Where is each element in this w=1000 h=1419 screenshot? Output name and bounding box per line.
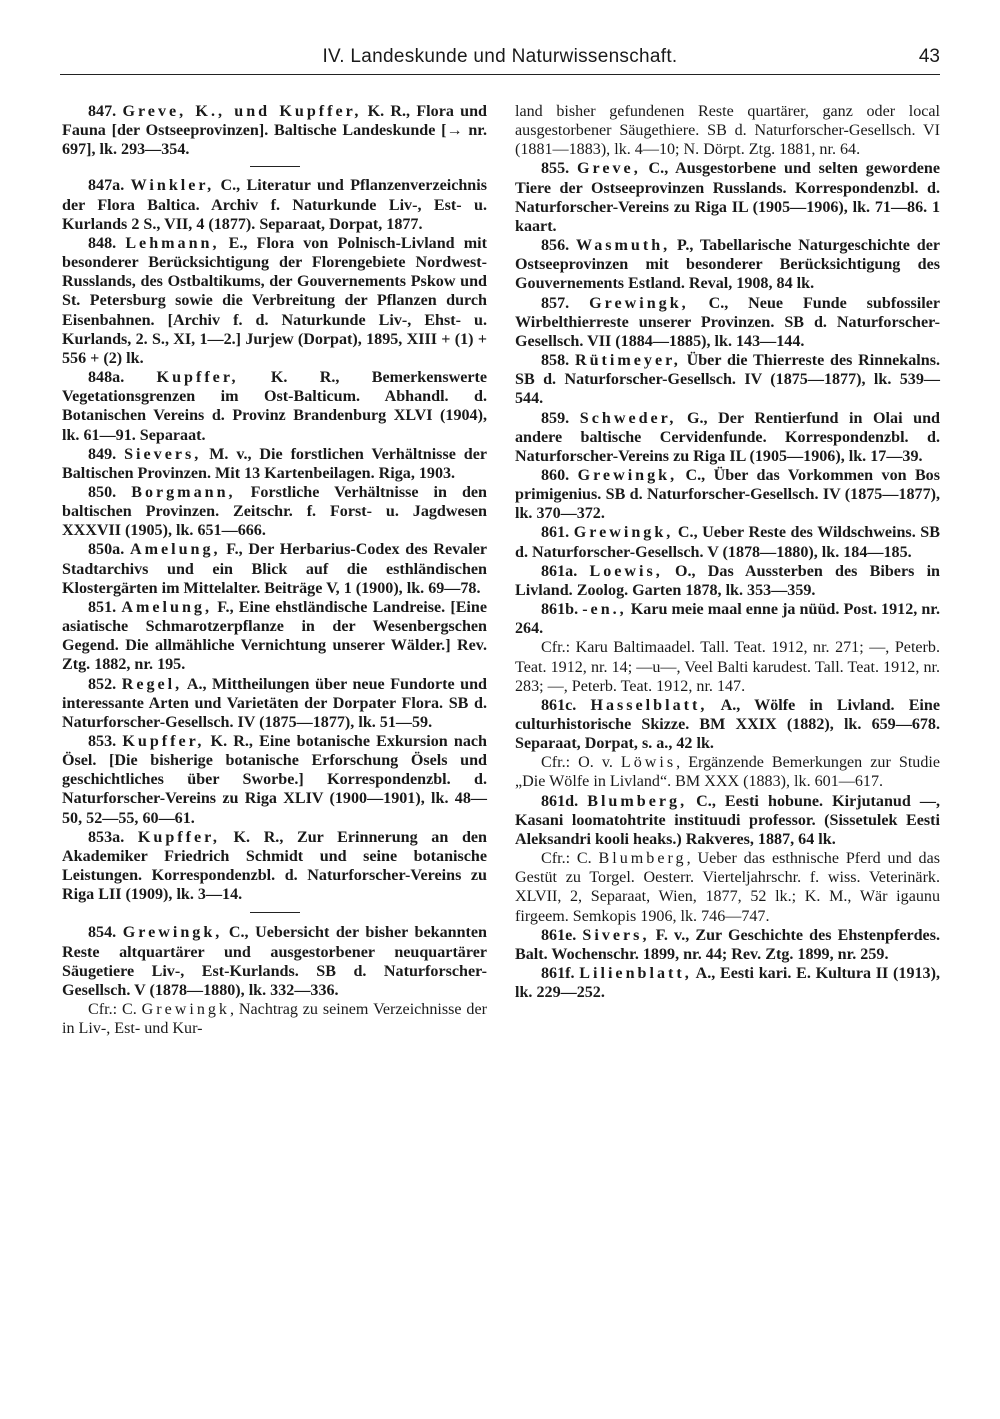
entry-author: Sivers, [582, 926, 650, 944]
entry-author: Greve, K., und Kupffer, [122, 103, 362, 120]
entry-text: C., Neue Funde subfossiler Wirbelthierreste unserer Provinzen. SB d. Naturforscher-Gesellsch. VII (1884—1885), lk. 143—144. [515, 294, 940, 350]
entry-author: Amelung, [121, 598, 212, 616]
entry-number: 856. [541, 237, 570, 255]
entry-number: 853a. [88, 828, 125, 846]
entry-text: K. R., Flora und Fauna [der Ostseeprovinzen]. Baltische Landeskunde [→ nr. 697], lk. 293—354. [62, 103, 487, 159]
entry-author: Lehmann, [125, 234, 220, 252]
note-text: , Ergänzende Bemerkungen zur Studie „Die Wölfe in Livland“. BM XXX (1883), lk. 601—617. [515, 754, 940, 791]
bib-entry [515, 792, 940, 849]
bib-entry [62, 598, 487, 675]
entry-author: Loewis, [589, 562, 663, 580]
header-rule [60, 74, 940, 75]
entry-text: C., Eesti hobune. Kirjutanud —, Kasani loomatohtrite instituudi professor. (Sissetulek Eesti Aleksandri kooli heaks.) Rakveres, 1887, 64 lk. [515, 792, 940, 848]
note-text: , Ueber das esthnische Pferd und das Gestüt zu Torgel. Oesterr. Vierteljahrschr. f. wiss. Veterinärk. XLVII, 2, Separaat, Wien, 1877, 52 lk.; K. M., Wär igaunu firgeem. Semkopis 1906, lk. 746—747. [515, 850, 940, 925]
entry-author: Winkler, [130, 177, 215, 195]
entry-text: K. R., Eine botanische Exkursion nach Ösel. [Die bisherige botanische Erforschung Ösels und geschichtliches über Sworbe.] Korrespondenzbl. d. Naturforscher-Vereins zu Riga XLIV (1900—1901), lk. 48—50, 52—55, 60—61. [62, 733, 487, 827]
entry-author: Grewingk, [122, 924, 223, 942]
note-prefix: Cfr.: C. [88, 1001, 142, 1019]
note-prefix: Cfr.: Karu Baltimaadel. Tall. Teat. 1912, nr. 271; —, Peterb. Teat. 1912, nr. 14; —u—, Veel Balti karudest. Tall. Teat. 1912, nr. 283; —, Peterb. Teat. 1912, nr. 147. [515, 639, 940, 695]
bib-entry [515, 600, 940, 638]
entry-author: Rütimeyer, [574, 352, 681, 370]
entry-number: 850a. [88, 541, 125, 559]
right-column [515, 102, 940, 1002]
bib-entry [62, 540, 487, 597]
entry-author: Regel, [121, 675, 183, 693]
entry-number: 861b. [541, 601, 579, 619]
entry-text: P., Tabellarische Naturgeschichte der Ostseeprovinzen mit besonderer Berücksichtigung des Gouvernements Estland. Reval, 1908, 84 lk. [515, 237, 940, 293]
entry-text: G., Der Rentierfund in Olai und andere baltische Cervidenfunde. Korrespondenzbl. d. Naturforscher-Vereins zu Riga IL (1905—1906), lk. 17—39. [515, 409, 940, 465]
entry-number: 857. [541, 294, 570, 312]
entry-text: M. v., Die forstlichen Verhältnisse der Baltischen Provinzen. Mit 13 Kartenbeilagen. Riga, 1903. [62, 445, 487, 482]
bib-entry [62, 675, 487, 732]
entry-text: E., Flora von Polnisch-Livland mit besonderer Berücksichtigung der Florengebiete Nordwest-Russlands, des Ostbaltikums, der Gouvernements Pskow und St. Petersburg sowie die Verbreitung der Pflanzen durch Eisenbahnen. [Archiv f. d. Naturkunde Liv-, Ehst- u. Kurlands, 2. S., XI, 1—2.] Jurjew (Dorpat), 1895, XIII + (1) + 556 + (2) lk. [62, 234, 487, 367]
entry-number: 851. [88, 598, 117, 616]
entry-text: F., Eine ehstländische Landreise. [Eine asiatische Schmarotzerpflanze in der Wesenbergschen Gegend. Die allmähliche Vernichtung unserer Wälder.] Rev. Ztg. 1882, nr. 195. [62, 598, 487, 674]
note-prefix: Cfr.: C. [541, 850, 599, 868]
entry-text: F. v., Zur Geschichte des Ehstenpferdes. Balt. Wochenschr. 1899, nr. 44; Rev. Ztg. 1899, nr. 259. [515, 926, 940, 963]
entry-number: 847. [88, 103, 117, 120]
bib-entry [515, 159, 940, 236]
bib-entry [62, 828, 487, 905]
running-title: IV. Landeskunde und Naturwissenschaft. [322, 46, 678, 67]
entry-author: -en., [582, 601, 627, 619]
entry-number: 853. [88, 733, 117, 750]
entry-text: K. R., Zur Erinnerung an den Akademiker Friedrich Schmidt und seine botanische Leistungen. Korrespondenzbl. d. Naturforscher-Vereins zu Riga LII (1909), lk. 3—14. [62, 828, 487, 904]
entry-text: C., Uebersicht der bisher bekannten Reste altquartärer und ausgestorbener neuquartärer Säugetiere Liv-, Est-Kurlands. SB d. Naturforscher-Gesellsch. V (1878—1880), lk. 332—336. [62, 924, 487, 999]
bib-entry [515, 696, 940, 753]
note-text: , Nachtrag zu seinem Verzeichnisse der in Liv-, Est- und Kur- [62, 1001, 487, 1038]
entry-number: 859. [541, 409, 570, 427]
entry-text: F., Der Herbarius-Codex des Revaler Stadtarchivs und ein Blick auf die esthländischen Klostergärten im Mittelalter. Beiträge V, 1 (1900), lk. 69—78. [62, 541, 487, 597]
left-column [62, 102, 487, 1038]
entry-author: Kupffer, [137, 828, 220, 846]
entry-text: Über die Thierreste des Rinnekalns. SB d. Naturforscher-Gesellsch. IV (1875—1877), lk. 539—544. [515, 352, 940, 408]
bib-entry [515, 562, 940, 600]
entry-author: Sievers, [124, 445, 202, 463]
entry-author: Grewingk, [589, 294, 689, 312]
entry-author: Kupffer, [156, 369, 239, 387]
bib-entry [62, 732, 487, 828]
entry-number: 848. [88, 234, 117, 252]
entry-number: 861d. [541, 792, 579, 810]
entry-author: Grewingk, [577, 466, 678, 484]
bib-entry [62, 923, 487, 1000]
entry-number: 849. [88, 445, 117, 463]
entry-number: 848a. [88, 369, 125, 387]
entry-number: 854. [88, 924, 117, 942]
bib-entry [62, 234, 487, 368]
section-divider [250, 912, 300, 913]
cfr-note [515, 849, 940, 926]
page-number: 43 [918, 46, 940, 67]
entry-author: Grewingk, [573, 524, 674, 542]
entry-number: 861. [541, 524, 570, 542]
entry-number: 852. [88, 675, 117, 693]
bib-entry [515, 351, 940, 408]
bib-entry [515, 964, 940, 1002]
entry-author: Hasselblatt, [590, 696, 708, 714]
entry-number: 861f. [541, 965, 575, 983]
entry-number: 861e. [541, 926, 577, 944]
entry-number: 855. [541, 160, 570, 178]
bib-entry [515, 926, 940, 964]
section-divider [250, 166, 300, 167]
entry-text: C., Ueber Reste des Wildschweins. SB d. Naturforscher-Gesellsch. V (1878—1880), lk. 184—185. [515, 524, 940, 561]
bib-entry [515, 294, 940, 351]
bib-entry [515, 466, 940, 523]
entry-number: 861a. [541, 562, 578, 580]
entry-text: C., Über das Vorkommen von Bos primigenius. SB d. Naturforscher-Gesellsch. IV (1875—1877), lk. 370—372. [515, 466, 940, 523]
note-text: land bisher gefundenen Reste quartärer, ganz oder local ausgestorbener Säugethiere. SB d. Naturforscher-Gesellsch. VI (1881—1883), lk. 4—10; N. Dörpt. Ztg. 1881, nr. 64. [515, 103, 940, 159]
note-author: Löwis [620, 754, 677, 772]
bib-entry [62, 445, 487, 483]
entry-author: Schweder, [579, 409, 677, 427]
entry-text: A., Eesti kari. E. Kultura II (1913), lk. 229—252. [515, 965, 940, 1002]
entry-text: A., Wölfe in Livland. Eine culturhistorische Skizze. BM XXIX (1882), lk. 659—678. Separaat, Dorpat, s. a., 42 lk. [515, 696, 940, 753]
bib-entry [515, 236, 940, 293]
bib-entry [62, 176, 487, 233]
entry-number: 850. [88, 483, 117, 501]
bib-entry [62, 368, 487, 445]
entry-text: C., Literatur und Pflanzenverzeichnis der Flora Baltica. Archiv f. Naturkunde Liv-, Est- u. Kurlands 2 S., VII, 4 (1877). Separaat, Dorpat, 1877. [62, 177, 487, 233]
entry-author: Borgmann, [131, 483, 236, 501]
entry-author: Amelung, [129, 541, 221, 559]
cfr-note [515, 638, 940, 695]
entry-text: K. R., Bemerkenswerte Vegetationsgrenzen im Ost-Balticum. Abhandl. d. Botanischen Vereins d. Provinz Brandenburg XLVI (1904), lk. 61—91. Separaat. [62, 369, 487, 444]
entry-number: 860. [541, 466, 570, 484]
entry-text: C., Ausgestorbene und selten gewordene Tiere der Ostseeprovinzen Russlands. Korrespondenzbl. d. Naturforscher-Vereins zu Riga IL (1905—1906), lk. 71—86. 1 kaart. [515, 160, 941, 235]
note-author: Grewingk [141, 1001, 230, 1019]
note-prefix: Cfr.: O. v. [541, 754, 621, 772]
entry-author: Lilienblatt, [579, 965, 692, 983]
entry-author: Blumberg, [587, 792, 688, 810]
note-author: Blumberg [598, 850, 687, 868]
entry-number: 858. [541, 352, 570, 370]
entry-text: O., Das Aussterben des Bibers in Livland. Zoolog. Garten 1878, lk. 353—359. [515, 562, 940, 599]
bib-entry [62, 102, 487, 159]
cfr-note [515, 753, 940, 791]
entry-author: Kupffer, [122, 733, 205, 750]
bib-entry [515, 409, 940, 466]
cfr-note-continued [515, 102, 940, 159]
entry-text: Forstliche Verhältnisse in den baltischen Provinzen. Zeitschr. f. Forst- u. Jagdwesen XXXVII (1905), lk. 651—666. [62, 483, 487, 540]
entry-author: Greve, [577, 160, 641, 178]
bib-entry [515, 523, 940, 561]
cfr-note [62, 1000, 487, 1038]
page-header [60, 44, 940, 76]
bib-entry [62, 483, 487, 540]
entry-author: Wasmuth, [575, 237, 671, 255]
entry-number: 861c. [541, 696, 577, 714]
entry-number: 847a. [88, 177, 125, 195]
entry-text: A., Mittheilungen über neue Fundorte und interessante Arten und Varietäten der Dorpater Flora. SB d. Naturforscher-Gesellsch. IV (1875—1877), lk. 51—59. [62, 675, 487, 731]
entry-text: Karu meie maal enne ja nüüd. Post. 1912, nr. 264. [515, 601, 940, 638]
